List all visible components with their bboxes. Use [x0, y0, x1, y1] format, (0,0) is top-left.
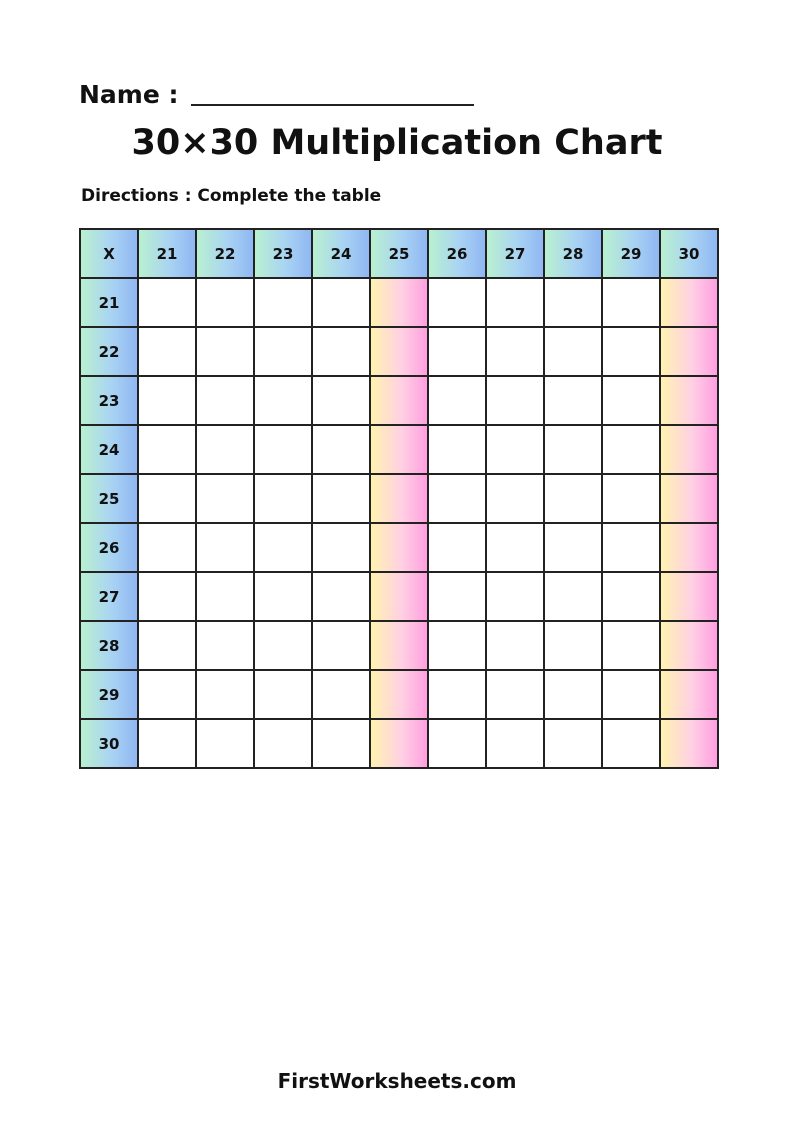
- row-header-25: 25: [80, 474, 138, 523]
- answer-cell-21x24[interactable]: [312, 278, 370, 327]
- answer-cell-29x27[interactable]: [486, 670, 544, 719]
- answer-cell-28x26[interactable]: [428, 621, 486, 670]
- answer-cell-27x26[interactable]: [428, 572, 486, 621]
- answer-cell-29x30[interactable]: [660, 670, 718, 719]
- answer-cell-22x30[interactable]: [660, 327, 718, 376]
- table-row: [80, 621, 718, 670]
- answer-cell-26x21[interactable]: [138, 523, 196, 572]
- answer-cell-25x25[interactable]: [370, 474, 428, 523]
- answer-cell-29x25[interactable]: [370, 670, 428, 719]
- answer-cell-22x23[interactable]: [254, 327, 312, 376]
- answer-cell-30x28[interactable]: [544, 719, 602, 768]
- answer-cell-29x26[interactable]: [428, 670, 486, 719]
- column-header-23: 23: [254, 229, 312, 278]
- header-row: [80, 229, 718, 278]
- table-row: [80, 670, 718, 719]
- row-header-29: 29: [80, 670, 138, 719]
- answer-cell-30x23[interactable]: [254, 719, 312, 768]
- answer-cell-28x29[interactable]: [602, 621, 660, 670]
- answer-cell-25x23[interactable]: [254, 474, 312, 523]
- answer-cell-28x24[interactable]: [312, 621, 370, 670]
- answer-cell-25x21[interactable]: [138, 474, 196, 523]
- answer-cell-28x28[interactable]: [544, 621, 602, 670]
- answer-cell-27x29[interactable]: [602, 572, 660, 621]
- answer-cell-22x22[interactable]: [196, 327, 254, 376]
- answer-cell-26x24[interactable]: [312, 523, 370, 572]
- answer-cell-29x24[interactable]: [312, 670, 370, 719]
- answer-cell-21x30[interactable]: [660, 278, 718, 327]
- answer-cell-28x27[interactable]: [486, 621, 544, 670]
- answer-cell-29x29[interactable]: [602, 670, 660, 719]
- row-header-23: 23: [80, 376, 138, 425]
- table-row: [80, 719, 718, 768]
- answer-cell-27x28[interactable]: [544, 572, 602, 621]
- answer-cell-24x21[interactable]: [138, 425, 196, 474]
- answer-cell-21x27[interactable]: [486, 278, 544, 327]
- answer-cell-23x22[interactable]: [196, 376, 254, 425]
- column-header-28: 28: [544, 229, 602, 278]
- answer-cell-27x22[interactable]: [196, 572, 254, 621]
- answer-cell-28x23[interactable]: [254, 621, 312, 670]
- answer-cell-26x30[interactable]: [660, 523, 718, 572]
- row-header-28: 28: [80, 621, 138, 670]
- answer-cell-25x24[interactable]: [312, 474, 370, 523]
- answer-cell-26x27[interactable]: [486, 523, 544, 572]
- answer-cell-30x26[interactable]: [428, 719, 486, 768]
- name-label: Name :: [79, 80, 179, 109]
- column-header-24: 24: [312, 229, 370, 278]
- answer-cell-23x25[interactable]: [370, 376, 428, 425]
- answer-cell-30x30[interactable]: [660, 719, 718, 768]
- column-header-22: 22: [196, 229, 254, 278]
- answer-cell-24x22[interactable]: [196, 425, 254, 474]
- answer-cell-30x21[interactable]: [138, 719, 196, 768]
- answer-cell-22x27[interactable]: [486, 327, 544, 376]
- column-header-26: 26: [428, 229, 486, 278]
- answer-cell-24x24[interactable]: [312, 425, 370, 474]
- answer-cell-27x27[interactable]: [486, 572, 544, 621]
- answer-cell-22x24[interactable]: [312, 327, 370, 376]
- directions-text: Directions : Complete the table: [81, 186, 382, 206]
- answer-cell-25x27[interactable]: [486, 474, 544, 523]
- footer-site: FirstWorksheets.com: [277, 1069, 517, 1093]
- answer-cell-26x26[interactable]: [428, 523, 486, 572]
- answer-cell-27x25[interactable]: [370, 572, 428, 621]
- answer-cell-23x21[interactable]: [138, 376, 196, 425]
- answer-cell-28x25[interactable]: [370, 621, 428, 670]
- answer-cell-24x28[interactable]: [544, 425, 602, 474]
- answer-cell-23x26[interactable]: [428, 376, 486, 425]
- answer-cell-23x27[interactable]: [486, 376, 544, 425]
- row-header-30: 30: [80, 719, 138, 768]
- answer-cell-24x27[interactable]: [486, 425, 544, 474]
- table-row: [80, 327, 718, 376]
- answer-cell-30x29[interactable]: [602, 719, 660, 768]
- answer-cell-21x23[interactable]: [254, 278, 312, 327]
- answer-cell-22x21[interactable]: [138, 327, 196, 376]
- column-header-25: 25: [370, 229, 428, 278]
- answer-cell-23x23[interactable]: [254, 376, 312, 425]
- answer-cell-23x28[interactable]: [544, 376, 602, 425]
- answer-cell-30x22[interactable]: [196, 719, 254, 768]
- answer-cell-30x25[interactable]: [370, 719, 428, 768]
- answer-cell-21x29[interactable]: [602, 278, 660, 327]
- answer-cell-23x24[interactable]: [312, 376, 370, 425]
- row-header-24: 24: [80, 425, 138, 474]
- answer-cell-26x28[interactable]: [544, 523, 602, 572]
- row-header-27: 27: [80, 572, 138, 621]
- answer-cell-24x23[interactable]: [254, 425, 312, 474]
- row-header-21: 21: [80, 278, 138, 327]
- column-header-30: 30: [660, 229, 718, 278]
- table-row: [80, 278, 718, 327]
- corner-cell: X: [80, 229, 138, 278]
- answer-cell-26x25[interactable]: [370, 523, 428, 572]
- answer-cell-24x29[interactable]: [602, 425, 660, 474]
- answer-cell-30x24[interactable]: [312, 719, 370, 768]
- answer-cell-21x25[interactable]: [370, 278, 428, 327]
- column-header-29: 29: [602, 229, 660, 278]
- answer-cell-21x22[interactable]: [196, 278, 254, 327]
- table-row: [80, 376, 718, 425]
- answer-cell-27x24[interactable]: [312, 572, 370, 621]
- answer-cell-27x30[interactable]: [660, 572, 718, 621]
- answer-cell-29x21[interactable]: [138, 670, 196, 719]
- answer-cell-27x23[interactable]: [254, 572, 312, 621]
- row-header-26: 26: [80, 523, 138, 572]
- answer-cell-28x30[interactable]: [660, 621, 718, 670]
- answer-cell-21x26[interactable]: [428, 278, 486, 327]
- answer-cell-21x21[interactable]: [138, 278, 196, 327]
- answer-cell-25x30[interactable]: [660, 474, 718, 523]
- answer-cell-30x27[interactable]: [486, 719, 544, 768]
- answer-cell-22x26[interactable]: [428, 327, 486, 376]
- answer-cell-24x26[interactable]: [428, 425, 486, 474]
- answer-cell-26x23[interactable]: [254, 523, 312, 572]
- answer-cell-26x22[interactable]: [196, 523, 254, 572]
- answer-cell-27x21[interactable]: [138, 572, 196, 621]
- answer-cell-23x30[interactable]: [660, 376, 718, 425]
- table-row: [80, 523, 718, 572]
- answer-cell-24x30[interactable]: [660, 425, 718, 474]
- answer-cell-25x26[interactable]: [428, 474, 486, 523]
- answer-cell-29x22[interactable]: [196, 670, 254, 719]
- answer-cell-26x29[interactable]: [602, 523, 660, 572]
- name-blank-line[interactable]: [191, 104, 474, 106]
- column-header-21: 21: [138, 229, 196, 278]
- answer-cell-22x29[interactable]: [602, 327, 660, 376]
- table-row: [80, 425, 718, 474]
- answer-cell-25x28[interactable]: [544, 474, 602, 523]
- answer-cell-23x29[interactable]: [602, 376, 660, 425]
- answer-cell-28x21[interactable]: [138, 621, 196, 670]
- page-title: 30×30 Multiplication Chart: [131, 123, 663, 163]
- answer-cell-22x25[interactable]: [370, 327, 428, 376]
- table-row: [80, 474, 718, 523]
- answer-cell-22x28[interactable]: [544, 327, 602, 376]
- column-header-27: 27: [486, 229, 544, 278]
- answer-cell-25x29[interactable]: [602, 474, 660, 523]
- answer-cell-28x22[interactable]: [196, 621, 254, 670]
- answer-cell-25x22[interactable]: [196, 474, 254, 523]
- name-row: [79, 78, 474, 112]
- table-row: [80, 572, 718, 621]
- multiplication-table: [79, 228, 719, 769]
- answer-cell-24x25[interactable]: [370, 425, 428, 474]
- answer-cell-29x23[interactable]: [254, 670, 312, 719]
- answer-cell-21x28[interactable]: [544, 278, 602, 327]
- answer-cell-29x28[interactable]: [544, 670, 602, 719]
- row-header-22: 22: [80, 327, 138, 376]
